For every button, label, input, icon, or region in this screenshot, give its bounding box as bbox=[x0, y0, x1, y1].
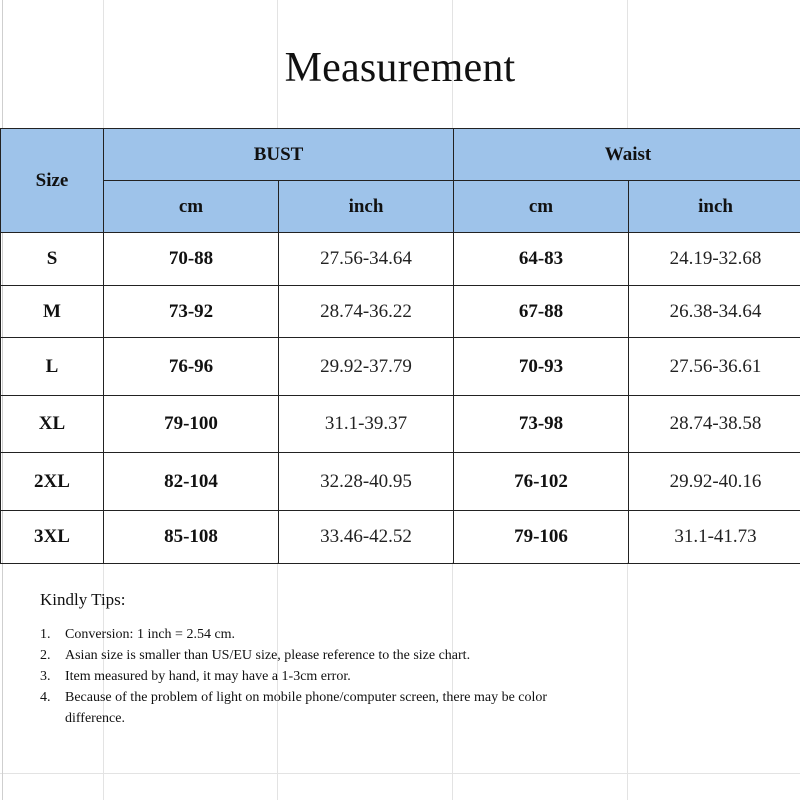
list-item bbox=[40, 687, 780, 729]
bust-inch-cell: 32.28-40.95 bbox=[279, 453, 454, 511]
bust-inch-cell: 27.56-34.64 bbox=[279, 233, 454, 286]
size-cell: 3XL bbox=[1, 511, 104, 564]
waist-cm-cell: 67-88 bbox=[454, 286, 629, 338]
waist-cm-cell: 76-102 bbox=[454, 453, 629, 511]
bust-inch-header: inch bbox=[279, 181, 454, 233]
waist-cm-cell: 70-93 bbox=[454, 338, 629, 396]
tip-text: Conversion: 1 inch = 2.54 cm. bbox=[65, 627, 236, 642]
size-header: Size bbox=[1, 129, 104, 233]
bust-header: BUST bbox=[104, 129, 454, 181]
tip-number: 1. bbox=[40, 627, 51, 642]
waist-inch-cell: 28.74-38.58 bbox=[629, 396, 800, 453]
waist-header: Waist bbox=[454, 129, 800, 181]
waist-inch-cell: 27.56-36.61 bbox=[629, 338, 800, 396]
size-cell: 2XL bbox=[1, 453, 104, 511]
bust-inch-cell: 28.74-36.22 bbox=[279, 286, 454, 338]
waist-inch-cell: 24.19-32.68 bbox=[629, 233, 800, 286]
tip-number: 3. bbox=[40, 669, 51, 684]
table-row bbox=[1, 233, 800, 286]
waist-inch-cell: 26.38-34.64 bbox=[629, 286, 800, 338]
tips-title: Kindly Tips: bbox=[40, 590, 126, 609]
bust-cm-cell: 73-92 bbox=[104, 286, 279, 338]
bust-cm-cell: 70-88 bbox=[104, 233, 279, 286]
list-item bbox=[40, 666, 780, 687]
tip-text: Item measured by hand, it may have a 1-3cm error. bbox=[65, 669, 351, 684]
list-item bbox=[40, 624, 780, 645]
page-title: Measurement bbox=[284, 45, 516, 91]
tip-number: 2. bbox=[40, 648, 51, 663]
table-row bbox=[1, 286, 800, 338]
tips-list bbox=[40, 624, 780, 729]
bust-inch-cell: 33.46-42.52 bbox=[279, 511, 454, 564]
waist-inch-cell: 31.1-41.73 bbox=[629, 511, 800, 564]
table-row bbox=[1, 453, 800, 511]
bust-inch-cell: 29.92-37.79 bbox=[279, 338, 454, 396]
size-cell: S bbox=[1, 233, 104, 286]
list-item bbox=[40, 645, 780, 666]
size-cell: M bbox=[1, 286, 104, 338]
bust-cm-cell: 85-108 bbox=[104, 511, 279, 564]
waist-inch-cell: 29.92-40.16 bbox=[629, 453, 800, 511]
tip-number: 4. bbox=[40, 690, 51, 705]
tips-section bbox=[40, 590, 780, 729]
table-row bbox=[1, 338, 800, 396]
bust-inch-cell: 31.1-39.37 bbox=[279, 396, 454, 453]
waist-cm-cell: 73-98 bbox=[454, 396, 629, 453]
tip-text: Asian size is smaller than US/EU size, please reference to the size chart. bbox=[65, 648, 471, 663]
waist-cm-cell: 79-106 bbox=[454, 511, 629, 564]
bust-cm-header: cm bbox=[104, 181, 279, 233]
size-cell: XL bbox=[1, 396, 104, 453]
waist-cm-header: cm bbox=[454, 181, 629, 233]
bust-cm-cell: 79-100 bbox=[104, 396, 279, 453]
bust-cm-cell: 82-104 bbox=[104, 453, 279, 511]
size-cell: L bbox=[1, 338, 104, 396]
waist-cm-cell: 64-83 bbox=[454, 233, 629, 286]
waist-inch-header: inch bbox=[629, 181, 800, 233]
size-chart-table bbox=[0, 128, 800, 564]
table-row bbox=[1, 511, 800, 564]
tip-text: Because of the problem of light on mobile phone/computer screen, there may be color difference. bbox=[65, 690, 548, 726]
table-row bbox=[1, 396, 800, 453]
bust-cm-cell: 76-96 bbox=[104, 338, 279, 396]
